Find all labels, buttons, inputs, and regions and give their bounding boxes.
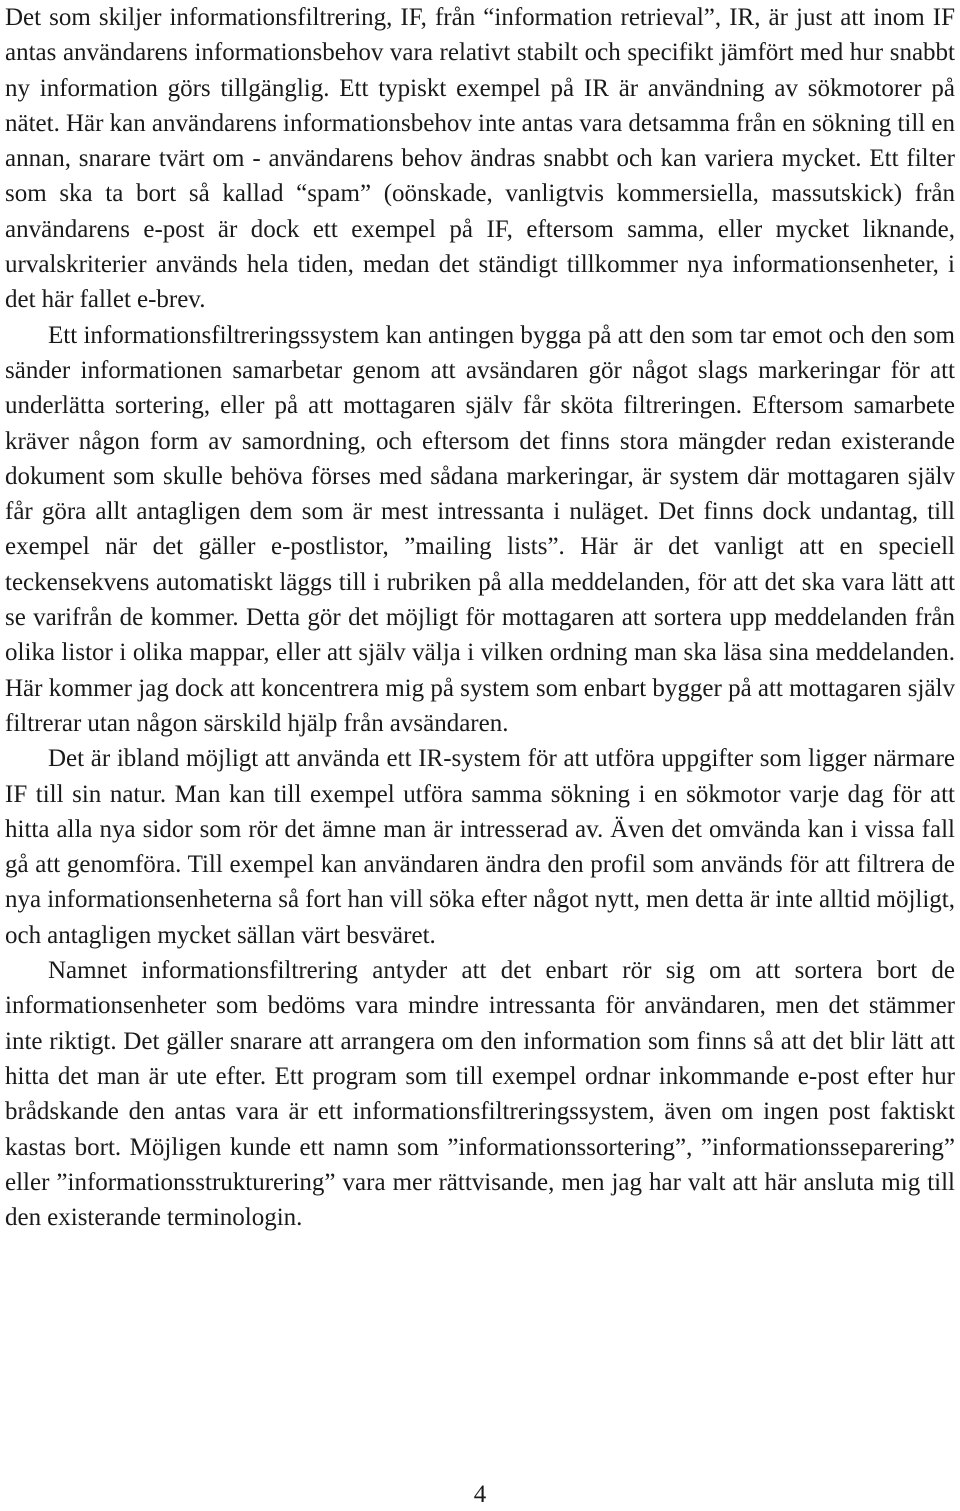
- paragraph-3: Det är ibland möjligt att använda ett IR-system för att utföra uppgifter som ligger närmare IF till sin natur. Man kan till exempel utföra samma sökning i en sökmotor varje dag för att hitta alla nya sidor som rör det ämne man är intresserad av. Även det omvända kan i vissa fall gå att genomföra. Till exempel kan användaren ändra den profil som används för att filtrera de nya informationsenheterna så fort han vill söka efter något nytt, men detta är inte alltid möjligt, och antagligen mycket sällan värt besväret.: [5, 745, 955, 949]
- body-text: [5, 0, 955, 1235]
- paragraph-4: Namnet informationsfiltrering antyder att det enbart rör sig om att sortera bort de informationsenheter som bedöms vara mindre intressanta för användaren, men det stämmer inte riktigt. Det gäller snarare att arrangera om den information som finns så att det blir lätt att hitta det man är ute efter. Ett program som till exempel ordnar inkommande e-post efter hur brådskande den antas vara är ett informationsfiltreringssystem, även om ingen post faktiskt kastas bort. Möjligen kunde ett namn som ”informationssortering”, ”informationsseparering” eller ”informationsstrukturering” vara mer rättvisande, men jag har valt att här ansluta mig till den existerande terminologin.: [5, 957, 955, 1232]
- page-number: 4: [473, 1481, 487, 1508]
- paragraph-2: Ett informationsfiltreringssystem kan antingen bygga på att den som tar emot och den som sänder informationen samarbetar genom att avsändaren gör något slags markeringar för att underlätta sortering, eller på att mottagaren själv får sköta filtreringen. Eftersom samarbete kräver någon form av samordning, och eftersom det finns stora mängder redan existerande dokument som skulle behöva förses med sådana markeringar, är system där mottagaren själv får göra allt antagligen dem som är mest intressanta i nuläget. Det finns dock undantag, till exempel när det gäller e-postlistor, ”mailing lists”. Här är det vanligt att en speciell teckensekvens automatiskt läggs till i rubriken på alla meddelanden, för att det ska vara lätt att se varifrån de kommer. Detta gör det möjligt för mottagaren att sortera upp meddelanden från olika listor i olika mappar, eller att själv välja i vilken ordning man ska läsa sina meddelanden. Här kommer jag dock att koncentrera mig på system som enbart bygger på att mottagaren själv filtrerar utan någon särskild hjälp från avsändaren.: [5, 321, 955, 737]
- paragraph-1: Det som skiljer informationsfiltrering, IF, från “information retrieval”, IR, är just att inom IF antas användarens informationsbehov vara relativt stabilt och specifikt jämfört med hur snabbt ny information görs tillgänglig. Ett typiskt exempel på IR är användning av sökmotorer på nätet. Här kan användarens informationsbehov inte antas vara detsamma från en sökning till en annan, snarare tvärt om - användarens behov ändras snabbt och kan variera mycket. Ett filter som ska ta bort så kallad “spam” (oönskade, vanligtvis kommersiella, massutskick) från användarens e-post är dock ett exempel på IF, eftersom samma, eller mycket liknande, urvalskriterier används hela tiden, medan det ständigt tillkommer nya informationsenheter, i det här fallet e-brev.: [5, 4, 955, 314]
- document-page: [5, 0, 955, 1511]
